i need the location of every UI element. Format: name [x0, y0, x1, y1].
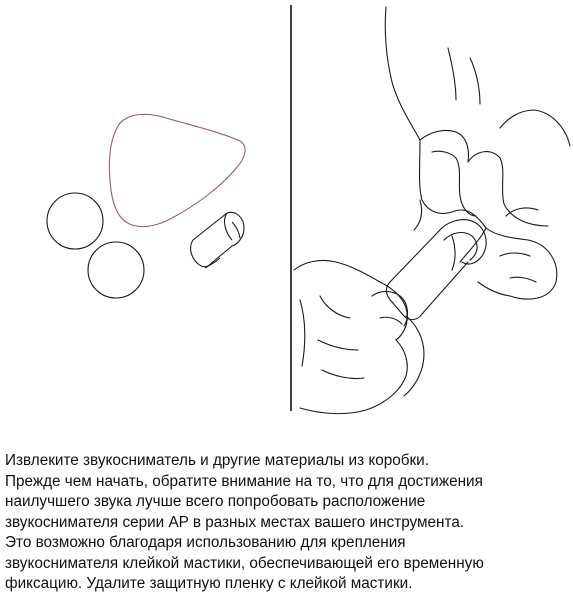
upper-hand-icon	[385, 7, 557, 299]
pickup-icon	[109, 114, 245, 226]
protective-film-icon	[386, 232, 468, 320]
instruction-text: Извлеките звукосниматель и другие материалы из коробки. Прежде чем начать, обратите внимание на то, что для достижения наилучшего звука лучше всего попробовать расположение звукоснимателя серии AP в разных местах вашего инструмента. Это возможно благодаря использованию для крепления звукоснимателя клейкой мастики, обеспечивающей его временную фиксацию. Удалите защитную пленку с клейкой мастики.	[5, 452, 484, 592]
box-contents-panel	[47, 114, 245, 298]
adhesive-disc-icon	[88, 242, 144, 298]
adhesive-putty-roll-icon	[191, 212, 244, 268]
adhesive-disc-icon	[47, 193, 103, 249]
hands-removing-film-panel	[294, 7, 570, 414]
